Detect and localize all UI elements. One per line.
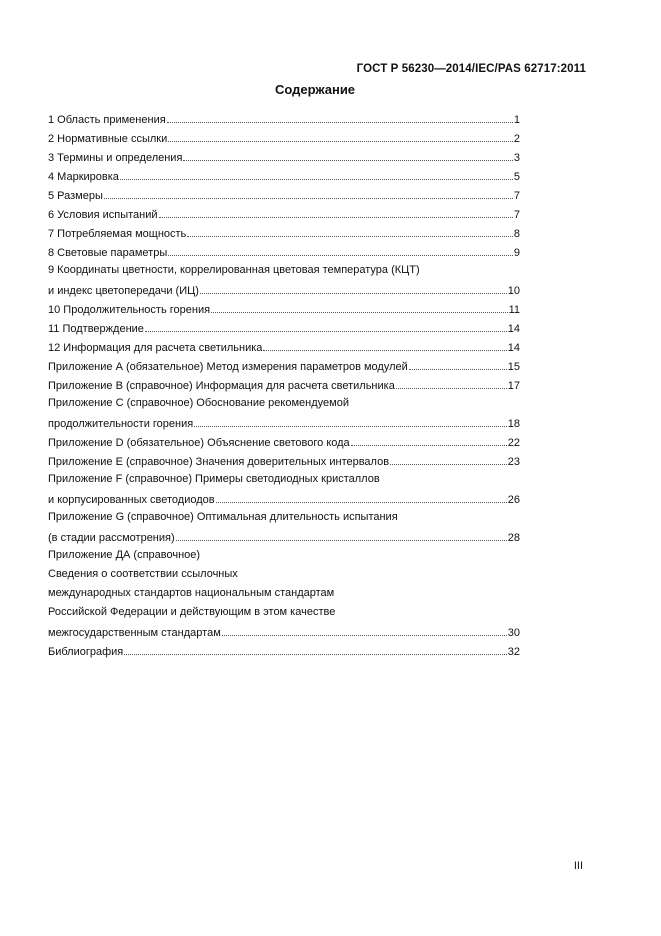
toc-leader-dots: [167, 109, 513, 123]
toc-leader-dots: [390, 451, 507, 465]
toc-entry-title: Приложение А (обязательное) Метод измерения параметров модулей: [48, 361, 408, 373]
toc-entry-page: 17: [507, 380, 520, 392]
document-header: ГОСТ Р 56230—2014/IEC/PAS 62717:2011: [356, 63, 586, 75]
toc-leader-dots: [159, 204, 513, 218]
toc-entry: [48, 432, 520, 451]
toc-entry-title: 2 Нормативные ссылки: [48, 133, 168, 145]
toc-entry-page: 11: [508, 304, 520, 316]
toc-entry: [48, 565, 520, 584]
toc-entry: [48, 166, 520, 185]
toc-entry-title: Сведения о соответствии ссылочных: [48, 568, 238, 580]
toc-entry: [48, 318, 520, 337]
toc-entry: [48, 527, 520, 546]
toc-entry-page: 1: [513, 114, 520, 126]
toc-entry-page: 23: [507, 456, 520, 468]
page-title: Содержание: [274, 82, 356, 97]
toc-leader-dots: [194, 413, 507, 427]
toc-entry-title: Библиография: [48, 646, 124, 658]
toc-leader-dots: [120, 166, 513, 180]
toc-entry-title: Приложение F (справочное) Примеры светодиодных кристаллов: [48, 473, 380, 485]
toc-entry: [48, 337, 520, 356]
toc-entry: [48, 622, 520, 641]
toc-entry: [48, 451, 520, 470]
toc-entry-page: 10: [507, 285, 520, 297]
toc-leader-dots: [168, 128, 513, 142]
toc-leader-dots: [222, 622, 507, 636]
toc-leader-dots: [409, 356, 507, 370]
toc-leader-dots: [351, 432, 507, 446]
toc-entry: [48, 280, 520, 299]
toc-entry: [48, 603, 520, 622]
toc-entry: [48, 546, 520, 565]
toc-entry-page: 28: [507, 532, 520, 544]
toc-entry-title: Приложение ДА (справочное): [48, 549, 201, 561]
toc-entry-title: и корпусированных светодиодов: [48, 494, 215, 506]
toc-entry-page: 30: [507, 627, 520, 639]
toc-entry-title: 1 Область применения: [48, 114, 166, 126]
toc-entry-page: 9: [513, 247, 520, 259]
toc-entry: [48, 584, 520, 603]
toc-leader-dots: [396, 375, 507, 389]
toc-entry: [48, 470, 520, 489]
toc-entry-title: 11 Подтверждение: [48, 323, 144, 335]
toc-entry: [48, 489, 520, 508]
toc-entry-title: Приложение В (справочное) Информация для расчета светильника: [48, 380, 395, 392]
table-of-contents: [48, 109, 520, 660]
toc-entry-page: 15: [507, 361, 520, 373]
toc-entry-page: 26: [507, 494, 520, 506]
toc-leader-dots: [183, 147, 512, 161]
toc-entry: [48, 375, 520, 394]
toc-entry-title: 10 Продолжительность горения: [48, 304, 211, 316]
toc-entry-title: 3 Термины и определения: [48, 152, 183, 164]
toc-leader-dots: [145, 318, 507, 332]
toc-entry-page: 22: [507, 437, 520, 449]
toc-entry-title: Приложение Е (справочное) Значения доверительных интервалов: [48, 456, 390, 468]
toc-leader-dots: [216, 489, 507, 503]
toc-entry-title: межгосударственным стандартам: [48, 627, 221, 639]
toc-leader-dots: [263, 337, 506, 351]
toc-entry: [48, 109, 520, 128]
toc-entry: [48, 299, 520, 318]
toc-entry-title: 4 Маркировка: [48, 171, 119, 183]
toc-leader-dots: [124, 641, 507, 655]
toc-entry-title: Приложение G (справочное) Оптимальная длительность испытания: [48, 511, 398, 523]
toc-entry: [48, 242, 520, 261]
toc-entry-page: 32: [507, 646, 520, 658]
toc-entry-page: 14: [507, 323, 520, 335]
toc-entry-title: 7 Потребляемая мощность: [48, 228, 187, 240]
toc-entry: [48, 641, 520, 660]
toc-entry-title: 9 Координаты цветности, коррелированная цветовая температура (КЦТ): [48, 264, 420, 276]
toc-entry-page: 2: [513, 133, 520, 145]
toc-entry-page: 3: [513, 152, 520, 164]
toc-entry-title: 5 Размеры: [48, 190, 103, 202]
toc-entry-title: Российской Федерации и действующим в этом качестве: [48, 606, 336, 618]
toc-leader-dots: [187, 223, 513, 237]
toc-entry-title: международных стандартов национальным стандартам: [48, 587, 335, 599]
toc-entry: [48, 223, 520, 242]
toc-entry-title: 8 Световые параметры: [48, 247, 168, 259]
toc-leader-dots: [168, 242, 513, 256]
toc-entry: [48, 413, 520, 432]
toc-entry-title: продолжительности горения: [48, 418, 194, 430]
toc-entry: [48, 204, 520, 223]
toc-leader-dots: [211, 299, 508, 313]
toc-entry-page: 5: [513, 171, 520, 183]
toc-entry-page: 7: [513, 190, 520, 202]
toc-entry-title: и индекс цветопередачи (ИЦ): [48, 285, 199, 297]
toc-entry-page: 7: [513, 209, 520, 221]
toc-entry: [48, 394, 520, 413]
toc-entry: [48, 508, 520, 527]
toc-leader-dots: [200, 280, 507, 294]
toc-entry: [48, 261, 520, 280]
page-number: III: [573, 860, 583, 872]
toc-entry-title: 12 Информация для расчета светильника: [48, 342, 263, 354]
toc-entry: [48, 147, 520, 166]
toc-entry-title: Приложение С (справочное) Обоснование рекомендуемой: [48, 397, 349, 409]
toc-entry-title: (в стадии рассмотрения): [48, 532, 175, 544]
toc-entry-title: Приложение D (обязательное) Объяснение светового кода: [48, 437, 350, 449]
toc-entry-page: 14: [507, 342, 520, 354]
toc-entry: [48, 356, 520, 375]
toc-leader-dots: [176, 527, 507, 541]
toc-entry: [48, 185, 520, 204]
toc-entry-page: 18: [507, 418, 520, 430]
toc-entry-page: 8: [513, 228, 520, 240]
toc-entry: [48, 128, 520, 147]
toc-entry-title: 6 Условия испытаний: [48, 209, 158, 221]
toc-leader-dots: [104, 185, 513, 199]
